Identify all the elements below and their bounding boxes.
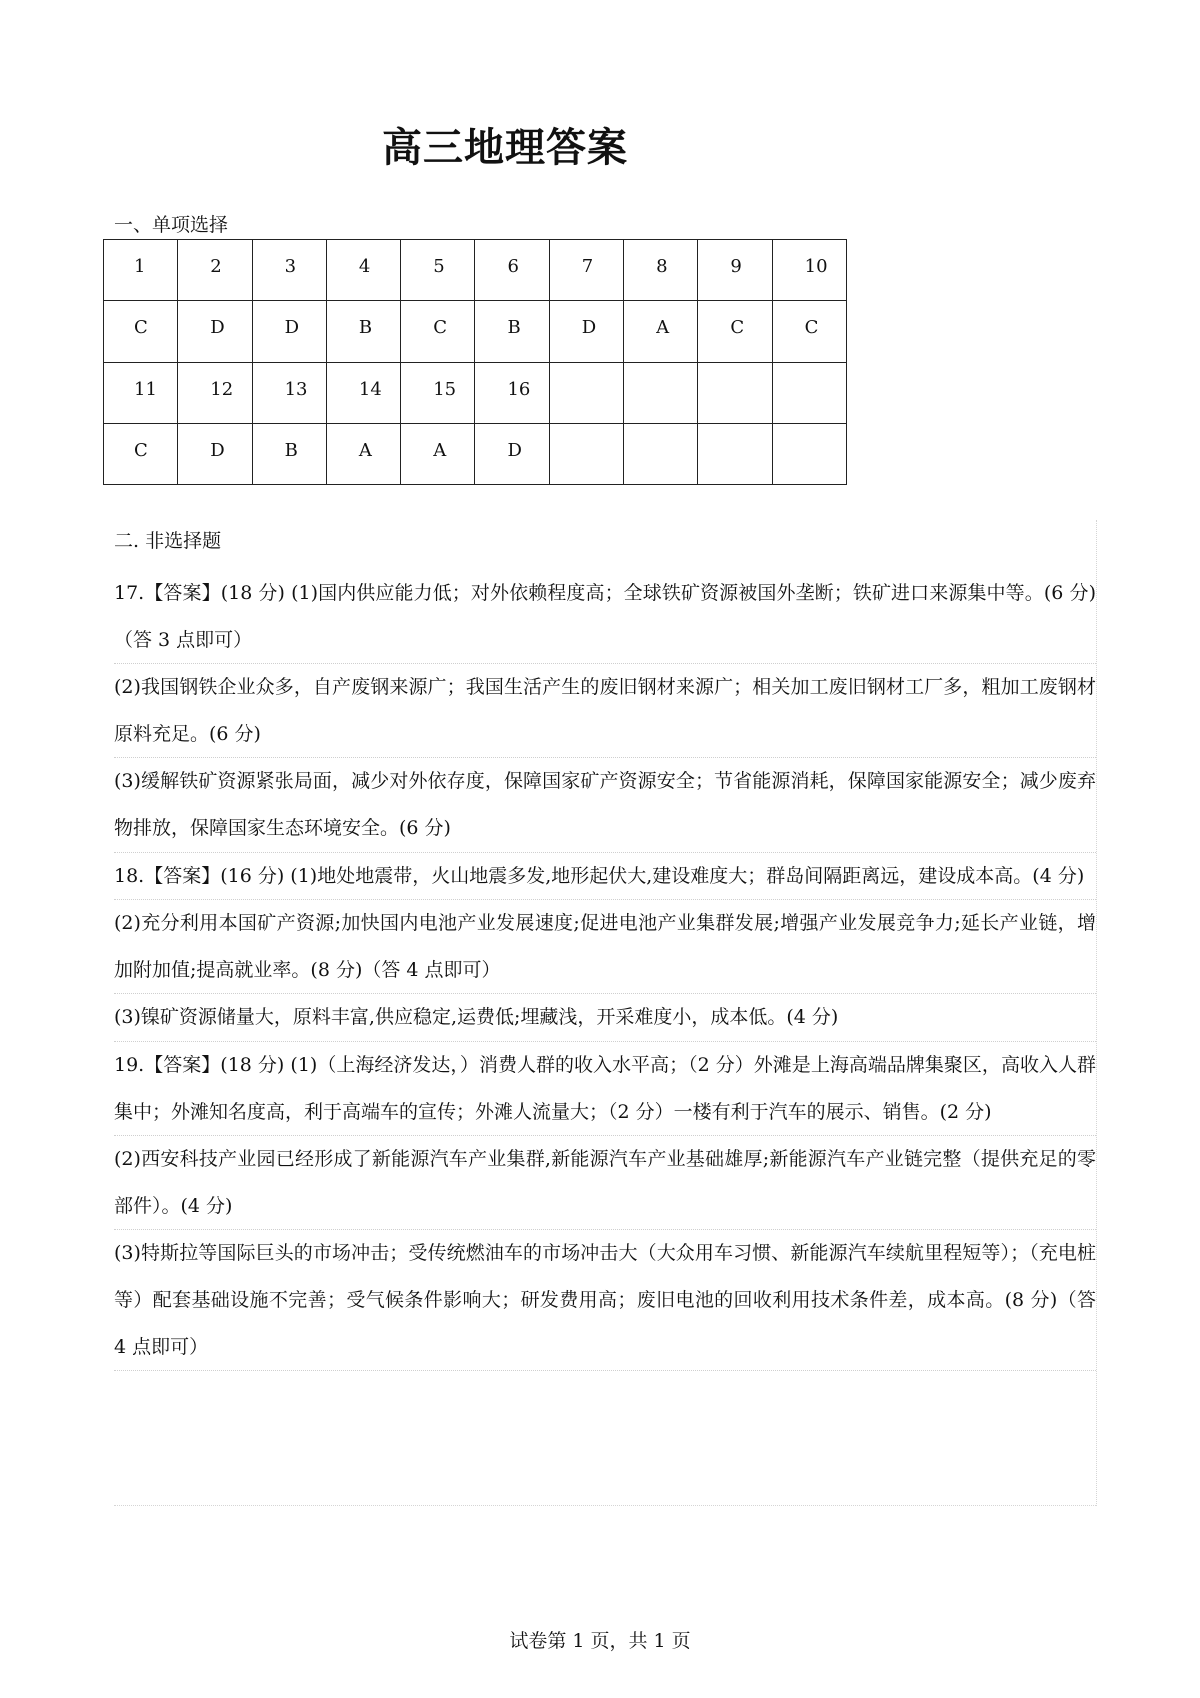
answer-paragraph: (3)缓解铁矿资源紧张局面，减少对外依存度，保障国家矿产资源安全；节省能源消耗，保障国家能源安全；减少废弃物排放，保障国家生态环境安全。(6 分) [114, 758, 1096, 852]
table-cell: 14 [326, 362, 400, 423]
answer-paragraph: (2)我国钢铁企业众多，自产废钢来源广；我国生活产生的废旧钢材来源广；相关加工废旧钢材工厂多，粗加工废钢材原料充足。(6 分) [114, 664, 1096, 758]
table-cell: 7 [549, 240, 623, 301]
table-cell: B [252, 423, 326, 484]
table-cell [624, 362, 698, 423]
table-cell: D [252, 301, 326, 362]
page-title: 高三地理答案 [382, 125, 628, 171]
answer-paragraph: 18.【答案】(16 分) (1)地处地震带，火山地震多发,地形起伏大,建设难度大；群岛间隔距离远，建设成本高。(4 分) [114, 853, 1096, 901]
table-cell: 5 [401, 240, 475, 301]
table-cell: D [549, 301, 623, 362]
table-cell [549, 423, 623, 484]
answer-paragraph: (3)镍矿资源储量大，原料丰富,供应稳定,运费低;埋藏浅，开采难度小，成本低。(4 分) [114, 994, 1096, 1042]
table-cell: 1 [104, 240, 178, 301]
table-cell: B [326, 301, 400, 362]
table-cell: C [104, 423, 178, 484]
table-cell [772, 362, 846, 423]
section-heading-non-choice: 二. 非选择题 [114, 530, 222, 552]
table-cell: D [178, 301, 252, 362]
dotted-divider [114, 1505, 1096, 1506]
table-cell: C [104, 301, 178, 362]
answer-table [103, 239, 847, 485]
table-cell: 2 [178, 240, 252, 301]
table-cell: 3 [252, 240, 326, 301]
page-footer: 试卷第 1 页，共 1 页 [509, 1630, 691, 1652]
table-cell: D [475, 423, 549, 484]
table-row [104, 240, 847, 301]
table-cell: 15 [401, 362, 475, 423]
table-cell: A [624, 301, 698, 362]
answer-paragraph: (2)西安科技产业园已经形成了新能源汽车产业集群,新能源汽车产业基础雄厚;新能源汽车产业链完整（提供充足的零部件）。(4 分) [114, 1136, 1096, 1230]
table-cell: D [178, 423, 252, 484]
answer-paragraph: (3)特斯拉等国际巨头的市场冲击；受传统燃油车的市场冲击大（大众用车习惯、新能源汽车续航里程短等）；（充电桩等）配套基础设施不完善；受气候条件影响大；研发费用高；废旧电池的回收利用技术条件差，成本高。(8 分)（答 4 点即可） [114, 1230, 1096, 1371]
table-row [104, 301, 847, 362]
table-cell: C [401, 301, 475, 362]
answer-paragraphs [114, 570, 1096, 1371]
table-cell: 16 [475, 362, 549, 423]
table-cell [772, 423, 846, 484]
table-cell: A [401, 423, 475, 484]
section-heading-single-choice: 一、单项选择 [114, 214, 229, 236]
table-cell: C [698, 301, 772, 362]
table-cell [624, 423, 698, 484]
table-cell: 13 [252, 362, 326, 423]
table-cell: C [772, 301, 846, 362]
table-cell [698, 423, 772, 484]
table-cell: 9 [698, 240, 772, 301]
table-cell: 10 [772, 240, 846, 301]
table-cell: 11 [104, 362, 178, 423]
table-cell: B [475, 301, 549, 362]
table-cell [698, 362, 772, 423]
answer-paragraph: (2)充分利用本国矿产资源;加快国内电池产业发展速度;促进电池产业集群发展;增强产业发展竞争力;延长产业链，增加附加值;提高就业率。(8 分)（答 4 点即可） [114, 900, 1096, 994]
table-cell [549, 362, 623, 423]
table-row [104, 423, 847, 484]
table-cell: 6 [475, 240, 549, 301]
answer-paragraph: 19.【答案】(18 分) (1)（上海经济发达，）消费人群的收入水平高；（2 分）外滩是上海高端品牌集聚区，高收入人群集中；外滩知名度高，利于高端车的宣传；外滩人流量大；（2 分）一楼有利于汽车的展示、销售。(2 分) [114, 1042, 1096, 1136]
table-cell: 12 [178, 362, 252, 423]
answer-paragraph: 17.【答案】(18 分) (1)国内供应能力低；对外依赖程度高；全球铁矿资源被国外垄断；铁矿进口来源集中等。(6 分)（答 3 点即可） [114, 570, 1096, 664]
table-row [104, 362, 847, 423]
table-cell: 8 [624, 240, 698, 301]
table-cell: A [326, 423, 400, 484]
dotted-margin-line [1096, 520, 1097, 1506]
table-cell: 4 [326, 240, 400, 301]
